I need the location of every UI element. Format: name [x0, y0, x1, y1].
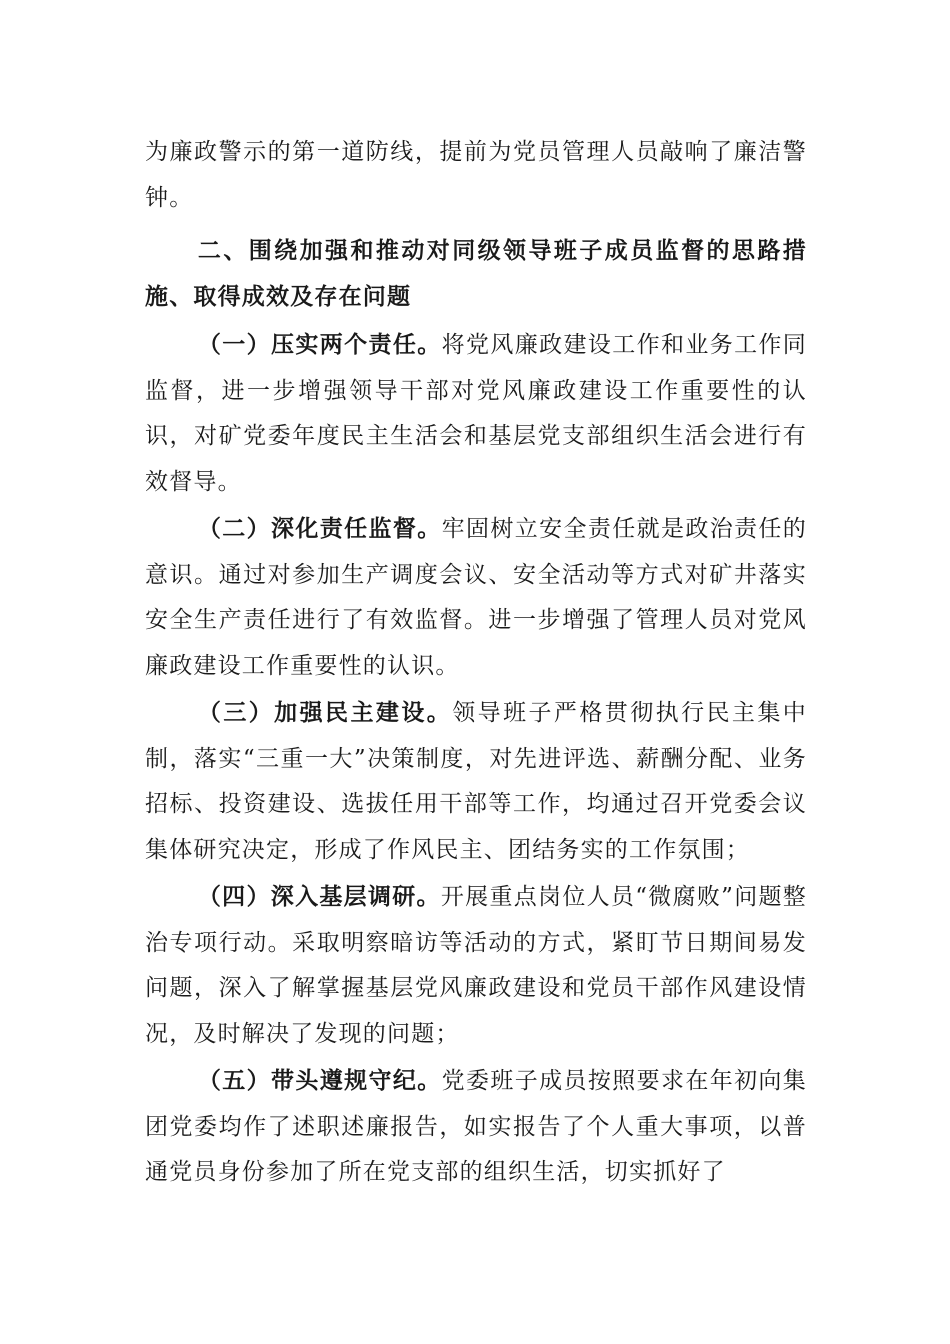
item-lead-5: （五）带头遵规守纪。 [197, 1068, 442, 1094]
item-paragraph-2 [145, 507, 807, 689]
section-heading-text: 二、围绕加强和推动对同级领导班子成员监督的思路措施、取得成效及存在问题 [145, 238, 807, 310]
item-lead-2: （二）深化责任监督。 [197, 516, 442, 542]
item-body-5: 党委班子成员按照要求在年初向集团党委均作了述职述廉报告，如实报告了个人重大事项，以普通党员身份参加了所在党支部的组织生活，切实抓好了 [145, 1068, 808, 1185]
item-paragraph-4 [145, 875, 807, 1057]
item-lead-4: （四）深入基层调研。 [197, 884, 441, 910]
paragraph-text: 为廉政警示的第一道防线，提前为党员管理人员敲响了廉洁警钟。 [145, 139, 807, 211]
item-body-2: 牢固树立安全责任就是政治责任的意识。通过对参加生产调度会议、安全活动等方式对矿井落实安全生产责任进行了有效监督。进一步增强了管理人员对党风廉政建设工作重要性的认识。 [145, 516, 808, 679]
item-body-4: 开展重点岗位人员“微腐败”问题整治专项行动。采取明察暗访等活动的方式，紧盯节日期间易发问题，深入了解掌握基层党风廉政建设和党员干部作风建设情况，及时解决了发现的问题； [145, 884, 808, 1047]
item-paragraph-5 [145, 1059, 807, 1196]
item-body-1: 将党风廉政建设工作和业务工作同监督，进一步增强领导干部对党风廉政建设工作重要性的认识，对矿党委年度民主生活会和基层党支部组织生活会进行有效督导。 [145, 332, 808, 495]
section-heading [145, 229, 807, 320]
paragraph-continuation [145, 130, 807, 221]
item-lead-3: （三）加强民主建设。 [197, 700, 453, 726]
item-body-3: 领导班子严格贯彻执行民主集中制，落实“三重一大”决策制度，对先进评选、薪酬分配、业务招标、投资建设、选拔任用干部等工作，均通过召开党委会议集体研究决定，形成了作风民主、团结务实的工作氛围； [145, 700, 807, 863]
document-body [145, 130, 807, 1196]
item-lead-1: （一）压实两个责任。 [197, 332, 442, 358]
item-paragraph-1 [145, 323, 807, 505]
item-paragraph-3 [145, 691, 807, 873]
